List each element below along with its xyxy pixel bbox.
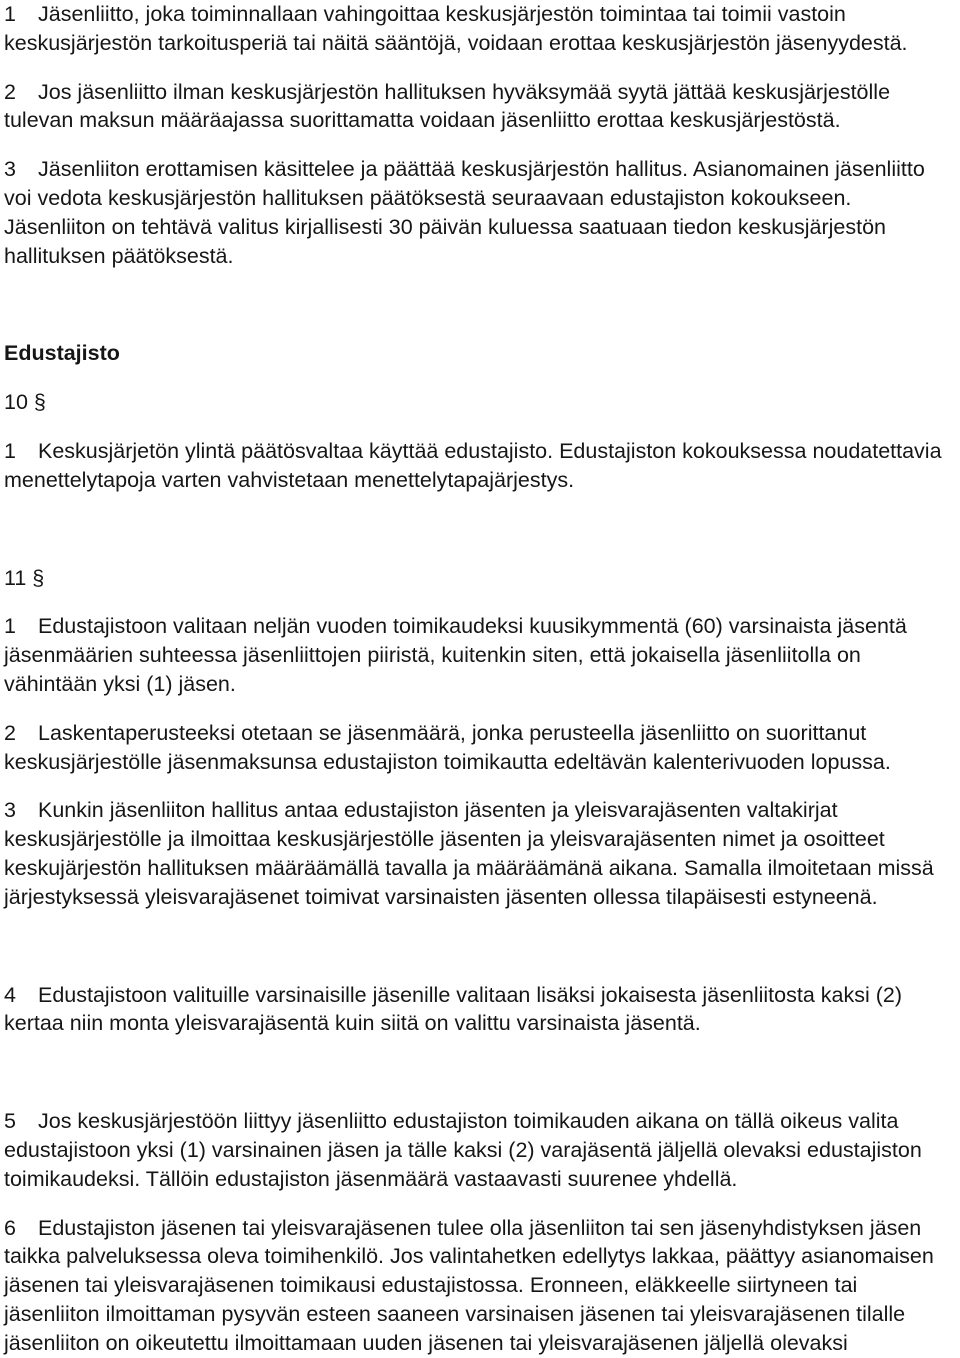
paragraph-line: edustajistoon yksi (1) varsinainen jäsen ja tälle kaksi (2) varajäsentä jäljellä olevaksi edustajiston — [4, 1137, 922, 1162]
paragraph-text: Jos jäsenliitto ilman keskusjärjestön hallituksen hyväksymää syytä jättää keskusjärjestölle — [38, 79, 891, 104]
paragraph-line: hallituksen päätöksestä. — [4, 243, 234, 268]
paragraph-text: Laskentaperusteeksi otetaan se jäsenmäärä, jonka perusteella jäsenliitto on suorittanut — [38, 720, 867, 745]
paragraph-number: 1 — [4, 2, 16, 26]
paragraph-text: Keskusjärjetön ylintä päätösvaltaa käyttää edustajisto. Edustajiston kokouksessa noudatettavia — [38, 438, 942, 463]
paragraph-number: 6 — [4, 1215, 16, 1240]
s11-paragraph-3 — [4, 796, 958, 911]
paragraph-text: Edustajistoon valitaan neljän vuoden toimikaudeksi kuusikymmentä (60) varsinaista jäsentä — [38, 614, 907, 639]
paragraph-line: toimikaudeksi. Tällöin edustajiston jäsenmäärä vastaavasti suurenee yhdellä. — [4, 1166, 738, 1191]
paragraph-line: keskujärjestön hallituksen määräämällä tavalla ja määräämänä aikana. Samalla ilmoitetaan missä — [4, 855, 934, 880]
paragraph-line — [4, 719, 958, 748]
paragraph-line: jäsenliiton on oikeutettu ilmoittamaan uuden jäsenen tai yleisvarajäsenen jäljellä olevaksi — [4, 1330, 848, 1355]
paragraph-line — [4, 155, 958, 184]
s10-paragraph-1 — [4, 437, 958, 495]
paragraph-line — [4, 78, 958, 107]
paragraph-line — [4, 1214, 958, 1243]
paragraph-line — [4, 981, 958, 1010]
paragraph-line: keskusjärjestölle ja ilmoittaa keskusjärjestölle jäsenten ja yleisvarajäsenten nimet ja osoitteet — [4, 827, 885, 852]
paragraph-line: taikka palveluksessa oleva toimihenkilö. Jos valintahetken edellytys lakkaa, päättyy asianomaisen — [4, 1244, 934, 1269]
paragraph-number: 2 — [4, 79, 16, 104]
paragraph-line — [4, 796, 958, 825]
paragraph-line — [4, 0, 958, 29]
paragraph-text: Jos keskusjärjestöön liittyy jäsenliitto edustajiston toimikauden aikana on tällä oikeus valita — [38, 1109, 899, 1134]
paragraph-text: Edustajistoon valituille varsinaisille jäsenille valitaan lisäksi jokaisesta jäsenliitosta kaksi (2) — [38, 982, 902, 1007]
paragraph-line — [4, 1107, 958, 1136]
paragraph-number: 5 — [4, 1109, 16, 1134]
paragraph-text: Jäsenliitto, joka toiminnallaan vahingoittaa keskusjärjestön toimintaa tai toimii vastoin — [38, 2, 846, 26]
s11-paragraph-4 — [4, 981, 958, 1039]
paragraph-line: voi vedota keskusjärjestön hallituksen päätöksestä seuraavaan edustajiston kokoukseen. — [4, 185, 852, 210]
paragraph-number: 2 — [4, 720, 16, 745]
paragraph-line: keskusjärjestön tarkoitusperiä tai näitä sääntöjä, voidaan erottaa keskusjärjestön jäsenyydestä. — [4, 30, 908, 55]
paragraph-line: kertaa niin monta yleisvarajäsentä kuin siitä on valittu varsinaista jäsentä. — [4, 1011, 701, 1036]
paragraph-1 — [4, 0, 958, 58]
section-title-10: 10 § — [4, 390, 46, 415]
s11-paragraph-1 — [4, 612, 958, 698]
paragraph-number: 4 — [4, 982, 16, 1007]
paragraph-line: Jäsenliiton on tehtävä valitus kirjallisesti 30 päivän kuluessa saatuaan tiedon keskusjärjestön — [4, 214, 887, 239]
paragraph-line: järjestyksessä yleisvarajäsenet toimivat varsinaisten jäsenten ollessa tilapäisesti estyneenä. — [4, 884, 878, 909]
paragraph-line: vähintään yksi (1) jäsen. — [4, 671, 236, 696]
document-page — [4, 0, 958, 1358]
section-title-11: 11 § — [4, 565, 45, 590]
paragraph-number: 1 — [4, 614, 16, 639]
paragraph-line: jäsenliiton ilmoittaman pysyvän esteen saaneen varsinaisen jäsenen tai yleisvarajäsenen tilalle — [4, 1301, 906, 1326]
paragraph-line: keskusjärjestölle jäsenmaksunsa edustajiston toimikautta edeltävän kalenterivuoden lopussa. — [4, 749, 891, 774]
paragraph-number: 1 — [4, 438, 16, 463]
paragraph-number: 3 — [4, 798, 16, 823]
paragraph-line: menettelytapoja varten vahvistetaan menettelytapajärjestys. — [4, 467, 575, 492]
paragraph-line — [4, 612, 958, 641]
paragraph-text: Edustajiston jäsenen tai yleisvarajäsenen tulee olla jäsenliiton tai sen jäsenyhdistyksen jäsen — [38, 1215, 922, 1240]
s11-paragraph-5 — [4, 1107, 958, 1193]
paragraph-line — [4, 437, 958, 466]
s11-paragraph-2 — [4, 719, 958, 777]
paragraph-line: jäsenen tai yleisvarajäsenen toimikausi edustajistossa. Eronneen, eläkkeelle siirtyneen tai — [4, 1273, 858, 1298]
paragraph-text: Jäsenliiton erottamisen käsittelee ja päättää keskusjärjestön hallitus. Asianomainen jäsenliitto — [38, 157, 925, 182]
paragraph-line: tulevan maksun määräajassa suorittamatta voidaan jäsenliitto erottaa keskusjärjestöstä. — [4, 108, 841, 133]
paragraph-number: 3 — [4, 157, 16, 182]
section-heading: Edustajisto — [4, 341, 120, 366]
paragraph-text: Kunkin jäsenliiton hallitus antaa edustajiston jäsenten ja yleisvarajäsenten valtakirjat — [38, 798, 838, 823]
paragraph-line: jäsenmäärien suhteessa jäsenliittojen piiristä, kuitenkin siten, että jokaisella jäsenliitolla on — [4, 643, 861, 668]
s11-paragraph-6 — [4, 1214, 958, 1358]
paragraph-2 — [4, 78, 958, 136]
paragraph-3 — [4, 155, 958, 270]
